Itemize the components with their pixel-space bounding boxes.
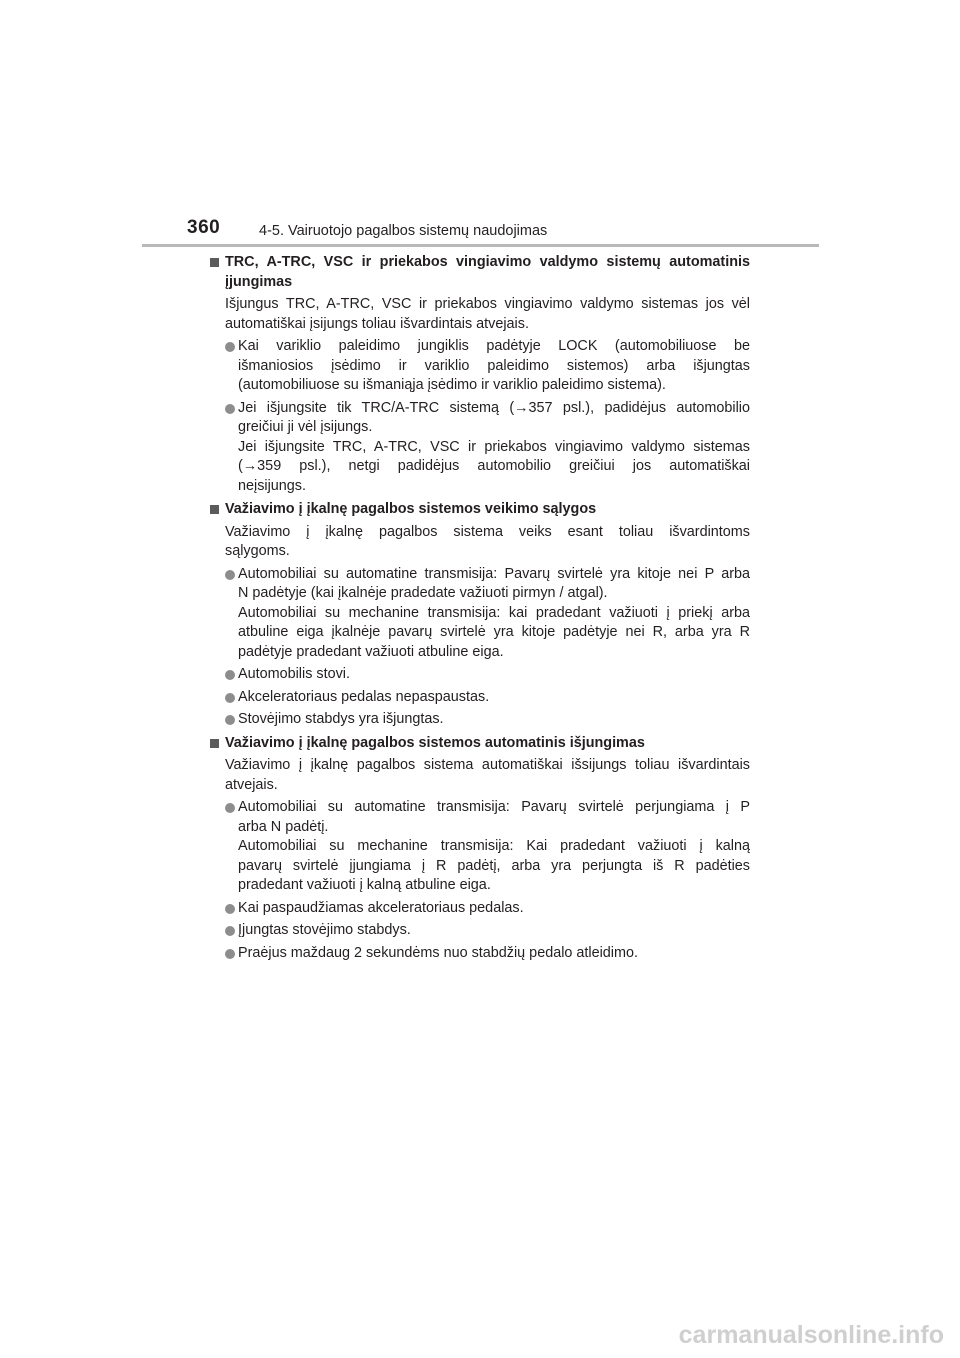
watermark xyxy=(0,1298,960,1358)
bullet-line: neįsijungs. xyxy=(238,477,306,494)
bullet-line: Automobiliai su mechanine transmisija: kai pradedant važiuoti į priekį arba xyxy=(238,604,750,621)
round-bullet-icon xyxy=(225,949,235,959)
bullet-item xyxy=(210,665,750,685)
page-header xyxy=(0,0,960,250)
square-bullet-icon xyxy=(210,258,219,267)
section-heading xyxy=(210,253,750,292)
bullet-line: arba N padėtį. xyxy=(238,818,329,835)
section-title: 4-5. Vairuotojo pagalbos sistemų naudojimas xyxy=(259,223,548,239)
bullet-item xyxy=(210,688,750,708)
bullet-list xyxy=(210,565,750,730)
section-intro xyxy=(210,756,750,795)
bullet-line: Akceleratoriaus pedalas nepaspaustas. xyxy=(238,688,490,705)
bullet-line: išmaniosios įsėdimo ir variklio paleidimo sistemos) arba išjungtas xyxy=(238,357,750,374)
bullet-line: Kai paspaudžiamas akceleratoriaus pedalas. xyxy=(238,899,524,916)
round-bullet-icon xyxy=(225,803,235,813)
bullet-line: Automobiliai su automatine transmisija: Pavarų svirtelė yra kitoje nei P arba xyxy=(238,565,750,582)
bullet-line: Automobiliai su mechanine transmisija: Kai pradedant važiuoti į kalną xyxy=(238,838,750,854)
section-block xyxy=(210,253,750,496)
bullet-line: Automobilis stovi. xyxy=(238,666,350,682)
bullet-line: Automobiliai su automatine transmisija: Pavarų svirtelė perjungiama į P xyxy=(238,799,750,815)
section-intro xyxy=(210,523,750,562)
square-bullet-icon xyxy=(210,739,219,748)
bullet-line: (automobiliuose su išmaniąja įsėdimo ir variklio paleidimo sistema). xyxy=(238,377,666,393)
bullet-list xyxy=(210,798,750,963)
bullet-line: Praėjus maždaug 2 sekundėms nuo stabdžių pedalo atleidimo. xyxy=(238,944,638,961)
bullet-item xyxy=(210,921,750,941)
bullet-line: (→359 psl.), netgi padidėjus automobilio greičiui jos automatiškai xyxy=(238,458,750,474)
intro-line: automatiškai įsijungs toliau išvardintais atvejais. xyxy=(225,315,529,332)
heading-line: TRC, A-TRC, VSC ir priekabos vingiavimo valdymo sistemų automatinis xyxy=(225,254,750,270)
page-number: 360 xyxy=(187,217,221,238)
round-bullet-icon xyxy=(225,404,235,414)
bullet-line: Jei išjungsite tik TRC/A-TRC sistemą (→357 psl.), padidėjus automobilio xyxy=(238,399,750,416)
bullet-line: greičiui ji vėl įsijungs. xyxy=(238,419,373,435)
bullet-list xyxy=(210,337,750,496)
section-block xyxy=(210,500,750,730)
bullet-line: pavarų svirtelė įjungiama į R padėtį, arba yra perjungta iš R padėties xyxy=(238,857,750,874)
round-bullet-icon xyxy=(225,904,235,914)
round-bullet-icon xyxy=(225,926,235,936)
bullet-item xyxy=(210,565,750,663)
bullet-line: Įjungtas stovėjimo stabdys. xyxy=(238,922,411,938)
bullet-item xyxy=(210,899,750,919)
square-bullet-icon xyxy=(210,505,219,514)
bullet-line: Stovėjimo stabdys yra išjungtas. xyxy=(238,711,444,727)
bullet-line: Jei išjungsite TRC, A-TRC, VSC ir priekabos vingiavimo valdymo sistemas xyxy=(238,438,750,455)
bullet-item xyxy=(210,337,750,396)
bullet-item xyxy=(210,710,750,730)
header-divider xyxy=(142,244,819,247)
round-bullet-icon xyxy=(225,670,235,680)
intro-line: atvejais. xyxy=(225,776,278,793)
heading-line: Važiavimo į įkalnę pagalbos sistemos veikimo sąlygos xyxy=(225,501,597,517)
bullet-line: padėtyje pradedant važiuoti atbuline eiga. xyxy=(238,643,504,660)
section-heading xyxy=(210,500,750,520)
bullet-item xyxy=(210,399,750,497)
manual-content xyxy=(210,253,750,967)
intro-line: sąlygoms. xyxy=(225,543,290,559)
heading-line: įjungimas xyxy=(225,273,293,290)
section-block xyxy=(210,734,750,964)
intro-line: Važiavimo į įkalnę pagalbos sistema automatiškai išsijungs toliau išvardintais xyxy=(225,757,750,773)
bullet-line: pradedant važiuoti į kalną atbuline eiga. xyxy=(238,877,491,893)
section-heading xyxy=(210,734,750,754)
round-bullet-icon xyxy=(225,715,235,725)
bullet-line: Kai variklio paleidimo jungiklis padėtyje LOCK (automobiliuose be xyxy=(238,338,750,354)
watermark-text: carmanualsonline.info xyxy=(678,1321,944,1349)
round-bullet-icon xyxy=(225,693,235,703)
bullet-item xyxy=(210,798,750,896)
round-bullet-icon xyxy=(225,342,235,352)
bullet-line: atbuline eiga įkalnėje pavarų svirtelė yra kitoje padėtyje nei R, arba yra R xyxy=(238,624,750,640)
intro-line: Išjungus TRC, A-TRC, VSC ir priekabos vingiavimo valdymo sistemas jos vėl xyxy=(225,296,750,312)
heading-line: Važiavimo į įkalnę pagalbos sistemos automatinis išjungimas xyxy=(225,734,645,751)
intro-line: Važiavimo į įkalnę pagalbos sistema veiks esant toliau išvardintoms xyxy=(225,523,750,540)
section-intro xyxy=(210,295,750,334)
bullet-line: N padėtyje (kai įkalnėje pradedate važiuoti pirmyn / atgal). xyxy=(238,585,608,601)
round-bullet-icon xyxy=(225,570,235,580)
bullet-item xyxy=(210,944,750,964)
